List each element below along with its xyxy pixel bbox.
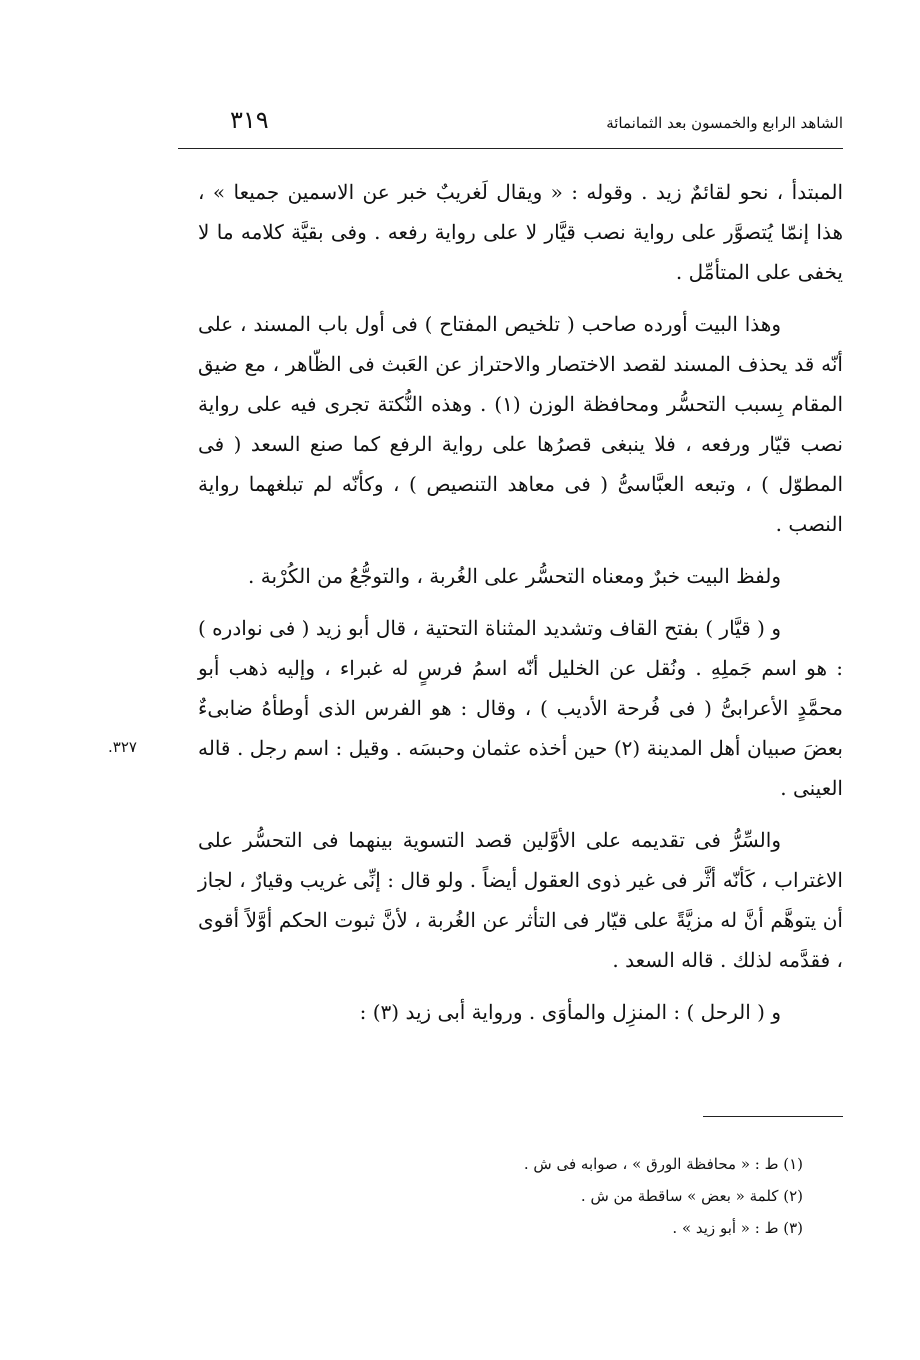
running-title: الشاهد الرابع والخمسون بعد الثمانمائة [606, 114, 843, 132]
paragraph-3: ولفظ البيت خبرٌ ومعناه التحسُّر على الغُربة ، والتوجُّعُ من الكُرْبة . [248, 564, 781, 588]
paragraph-2: وهذا البيت أورده صاحب ( تلخيص المفتاح ) فى أول باب المسند ، على أنّه قد يحذف المسند لقصد الاختصار والاحتراز عن العَبث فى الظّاهر ، مع ضيق المقام بِسبب التحسُّر ومحافظة الوزن (١) . وهذه النُّكتة تجرى فيه على رواية نصب قيّار ورفعه ، فلا ينبغى قصرُها على رواية الرفع كما صنع السعد ( فى المطوّل ) ، وتبعه العبَّاسىُّ ( فى معاهد التنصيص ) ، وكأنّه لم تبلغهما رواية النصب . [198, 312, 844, 536]
header-rule [178, 148, 843, 149]
footnote-1: (١) ط : « محافظة الورق » ، صوابه فى ش . [523, 1155, 803, 1173]
paragraph-6: و ( الرحل ) : المنزِل والمأوَى . ورواية أبى زيد (٣) : [359, 1000, 781, 1024]
paragraph-1: المبتدأ ، نحو لقائمٌ زيد . وقوله : « ويقال لَغريبٌ خبر عن الاسمين جميعا » ، هذا إنمّا يُتصوَّر على رواية نصب قيَّار لا على رواية رفعه . وفى بقيَّة كلامه ما لا يخفى على المتأمِّل . [198, 180, 843, 284]
footnotes [420, 1148, 803, 1244]
page-number: ٣١٩ [230, 106, 269, 134]
footnote-3: (٣) ط : « أبو زيد » . [672, 1219, 803, 1237]
footnote-rule [703, 1116, 843, 1117]
paragraph-5: والسِّرُّ فى تقديمه على الأوَّلين قصد التسوية بينهما فى التحسُّر على الاغتراب ، كَأنّه أثَّر فى غير ذوى العقول أيضاً . ولو قال : إنِّى غريب وقيارٌ ، لجاز أن يتوهَّم أنَّ له مزيَّةً على قيّار فى التأثر عن الغُربة ، لأنَّ ثبوت الحكم أوَّلاً أقوى ، فقدَّمه لذلك . قاله السعد . [198, 828, 843, 972]
margin-reference-number: ٣٢٧. [108, 738, 137, 756]
main-text [198, 172, 843, 1044]
footnote-2: (٢) كلمة « بعض » ساقطة من ش . [580, 1187, 803, 1205]
running-header [178, 104, 843, 144]
paragraph-4: و ( قيَّار ) بفتح القاف وتشديد المثناة التحتية ، قال أبو زيد ( فى نوادره ) : هو اسم جَملِهِ . ونُقل عن الخليل أنّه اسمُ فرسٍ له غبراء ، وإليه ذهب أبو محمَّدٍ الأعرابىُّ ( فى فُرحة الأديب ) ، وقال : هو الفرس الذى أوطأهُ ضابىءٌ بعضَ صبيان أهل المدينة (٢) حين أخذه عثمان وحبسَه . وقيل : اسم رجل . قاله العينى . [198, 616, 843, 800]
